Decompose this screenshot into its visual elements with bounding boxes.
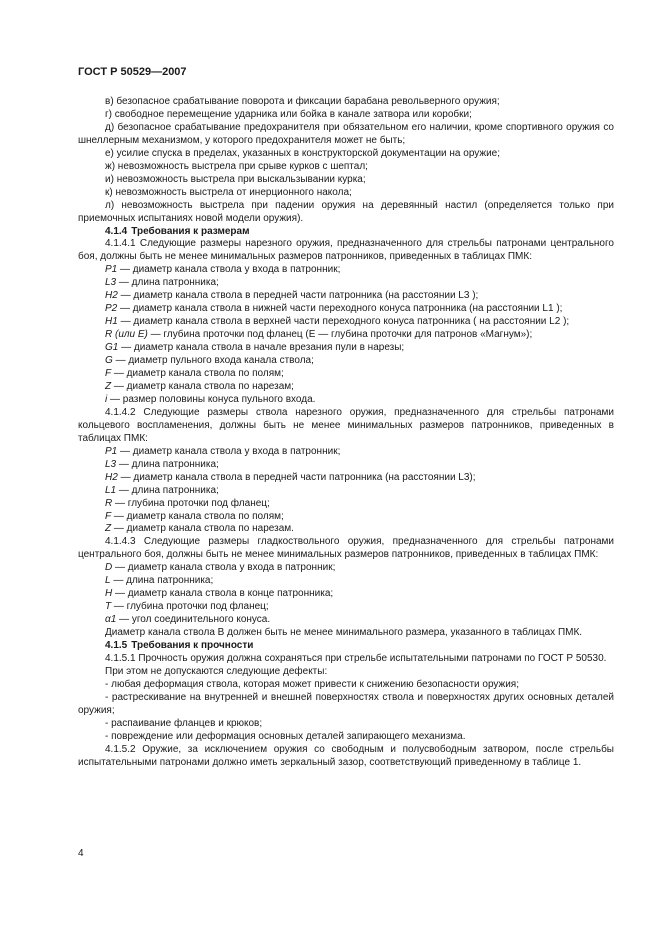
definition-item: α1 — угол соединительного конуса. [105,614,271,626]
list-item: г) свободное перемещение ударника или бойка в канале затвора или коробки; [105,108,472,120]
page-number: 4 [78,848,84,859]
defect-item: - распаивание фланцев и крюков; [105,717,263,729]
paragraph-defects-intro: При этом не допускаются следующие дефекты: [105,665,328,677]
definition-item: F — диаметр канала ствола по полям; [105,368,284,380]
defect-item: - растрескивание на внутренней и внешней поверхностях ствола и поверхностях других основных деталей оружия; [78,691,614,716]
definition-item: R (или E) — глубина проточки под фланец (E — глубина проточки для патронов «Магнум»); [105,329,533,341]
definition-item: T — глубина проточки под фланец; [105,601,269,613]
defect-item: - любая деформация ствола, которая может привести к снижению безопасности оружия; [105,678,519,690]
paragraph-4-1-5-2: 4.1.5.2 Оружие, за исключением оружия со свободным и полусвободным затвором, после стрельбы испытательными патронами должно иметь зеркальный зазор, соответствующий приведенному в таблице 1. [78,743,614,768]
paragraph-diameter: Диаметр канала ствола B должен быть не менее минимального размера, указанного в таблицах ПМК. [105,627,583,639]
definition-item: i — размер половины конуса пульного входа. [105,393,316,405]
paragraph-4-1-4-2: 4.1.4.2 Следующие размеры ствола нарезного оружия, предназначенного для стрельбы патронами кольцевого воспламенения, должны быть не менее минимальных размеров патронников, приведенных в таблицах ПМК: [78,406,614,444]
definition-item: H — диаметр канала ствола в конце патронника; [105,588,334,600]
definition-item: L — длина патронника; [105,575,214,587]
definition-item: L1 — длина патронника; [105,484,219,496]
list-item: е) усилие спуска в пределах, указанных в конструкторской документации на оружие; [105,147,500,159]
document-header: ГОСТ Р 50529—2007 [78,66,187,78]
definition-item: R — глубина проточки под фланец; [105,497,270,509]
definition-item: H2 — диаметр канала ствола в передней части патронника (на расстоянии L3 ); [105,290,479,302]
document-body [78,96,614,770]
list-item: в) безопасное срабатывание поворота и фиксации барабана револьверного оружия; [105,96,500,107]
section-heading-4-1-5: 4.1.5 Требования к прочности [105,640,254,652]
paragraph-4-1-4-1: 4.1.4.1 Следующие размеры нарезного оружия, предназначенного для стрельбы патронами центрального боя, должны быть не менее минимальных размеров патронников, приведенных в таблицах ПМК: [78,238,614,263]
definition-item: F — диаметр канала ствола по полям; [105,510,284,522]
definition-item: H2 — диаметр канала ствола в передней части патронника (на расстоянии L3); [105,471,476,483]
section-heading-4-1-4: 4.1.4 Требования к размерам [105,225,250,237]
defect-item: - повреждение или деформация основных деталей запирающего механизма. [105,730,466,742]
list-item: ж) невозможность выстрела при срыве курков с шептал; [105,160,368,172]
definition-item: G1 — диаметр канала ствола в начале врезания пули в нарезы; [105,342,405,354]
paragraph-4-1-4-3: 4.1.4.3 Следующие размеры гладкоствольного оружия, предназначенного для стрельбы патронами центрального боя, должны быть не менее минимальных размеров патронников, приведенных в таблицах ПМК: [78,536,614,561]
definition-item: P1 — диаметр канала ствола у входа в патронник; [105,445,341,457]
list-item: и) невозможность выстрела при выскальзывании курка; [105,173,366,185]
list-item: д) безопасное срабатывание предохранителя при обязательном его наличии, кроме спортивного оружия со шнеллерным механизмом, у которого предохранителя может не быть; [78,121,614,146]
definition-item: L3 — длина патронника; [105,458,219,470]
definition-item: Z — диаметр канала ствола по нарезам. [105,523,294,535]
list-item: л) невозможность выстрела при падении оружия на деревянный настил (определяется только при приемочных испытаниях новой модели оружия). [78,199,614,224]
definition-item: G — диаметр пульного входа канала ствола; [105,355,314,367]
list-item: к) невозможность выстрела от инерционного накола; [105,186,352,198]
definition-item: H1 — диаметр канала ствола в верхней части переходного конуса патронника ( на расстоянии L2 ); [105,316,570,328]
definition-item: D — диаметр канала ствола у входа в патронник; [105,562,336,574]
paragraph-4-1-5-1: 4.1.5.1 Прочность оружия должна сохраняться при стрельбе испытательными патронами по ГОСТ Р 50530. [105,652,607,664]
definition-item: Z — диаметр канала ствола по нарезам; [105,380,294,392]
definition-item: P2 — диаметр канала ствола в нижней части переходного конуса патронника (на расстоянии L1 ); [105,303,563,315]
definition-item: P1 — диаметр канала ствола у входа в патронник; [105,264,341,276]
definition-item: L3 — длина патронника; [105,277,219,289]
